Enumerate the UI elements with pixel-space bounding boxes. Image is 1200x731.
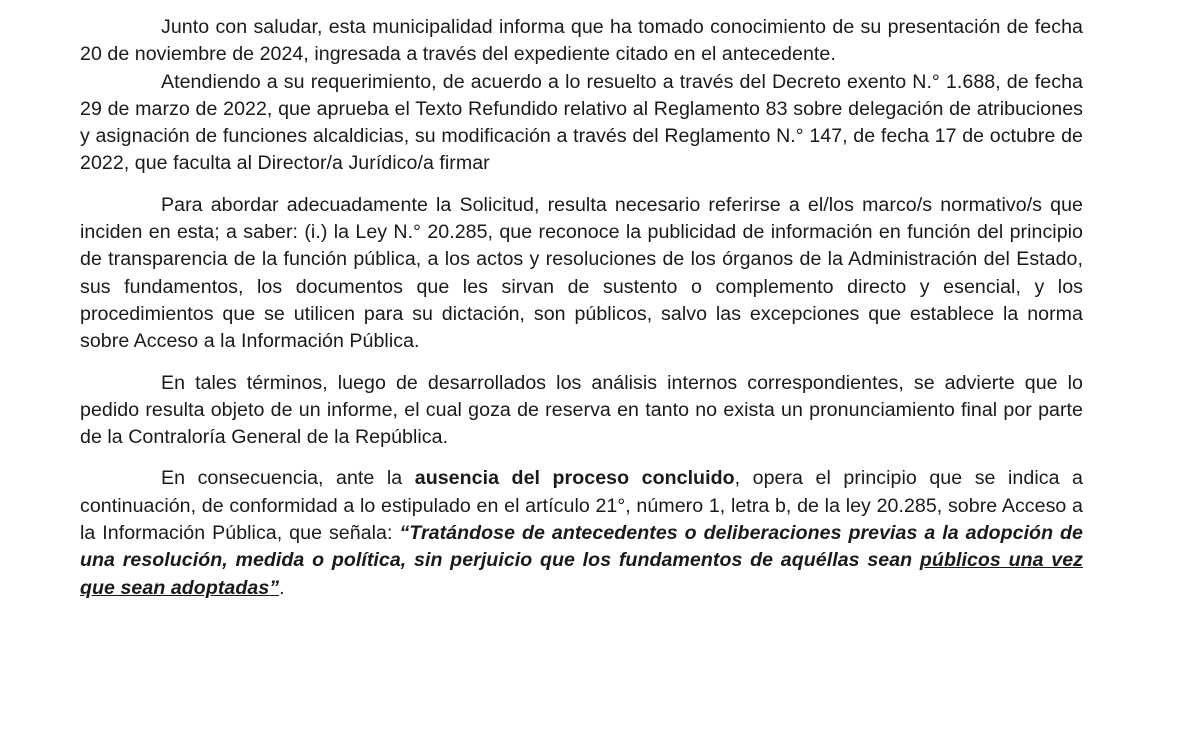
legal-quote-text: “Tratándose de antecedentes o deliberaciones previas a la adopción de una resolución, medida o política, sin perjuicio que los fundamentos de aquéllas sean [80, 522, 1083, 572]
legal-quote-closing-mark: ” [269, 576, 280, 599]
legal-quote-underlined: públicos una vez que sean adoptadas [80, 549, 1084, 599]
paragraph-greeting: Junto con saludar, esta municipalidad informa que ha tomado conocimiento de su presentación de fecha 20 de noviembre de 2024, ingresada a través del expediente citado en el antecedente. [80, 16, 1083, 66]
paragraph-conclusion [80, 465, 1083, 601]
conclusion-final-period: . [279, 576, 285, 599]
conclusion-text-middle: , opera el principio que se indica a continuación, de conformidad a lo estipulado en el artículo 21°, número 1, letra b, de la ley 20.285, sobre Acceso a la Información Pública, que señala: [80, 467, 1083, 545]
conclusion-text-start: En consecuencia, ante la [161, 467, 415, 490]
paragraph-legal-framework: Para abordar adecuadamente la Solicitud, resulta necesario referirse a el/los marco/s normativo/s que inciden en esta; a saber: (i.) la Ley N.° 20.285, que reconoce la publicidad de información en función del principio de transparencia de la función pública, a los actos y resoluciones de los órganos de la Administración del Estado, sus fundamentos, los documentos que les sirvan de sustento o complemento directo y esencial, y los procedimientos que se utilicen para su dictación, son públicos, salvo las excepciones que establece la norma sobre Acceso a la Información Pública. [80, 193, 1083, 353]
paragraph-analysis: En tales términos, luego de desarrollados los análisis internos correspondientes, se advierte que lo pedido resulta objeto de un informe, el cual goza de reserva en tanto no exista un pronunciamiento final por parte de la Contraloría General de la República. [80, 371, 1083, 449]
paragraph-authority: Atendiendo a su requerimiento, de acuerdo a lo resuelto a través del Decreto exento N.° 1.688, de fecha 29 de marzo de 2022, que aprueba el Texto Refundido relativo al Reglamento 83 sobre delegación de atribuciones y asignación de funciones alcaldicias, su modificación a través del Reglamento N.° 147, de fecha 17 de octubre de 2022, que faculta al Director/a Jurídico/a firmar [80, 70, 1083, 175]
conclusion-bold-text: ausencia del proceso concluido [414, 467, 735, 490]
